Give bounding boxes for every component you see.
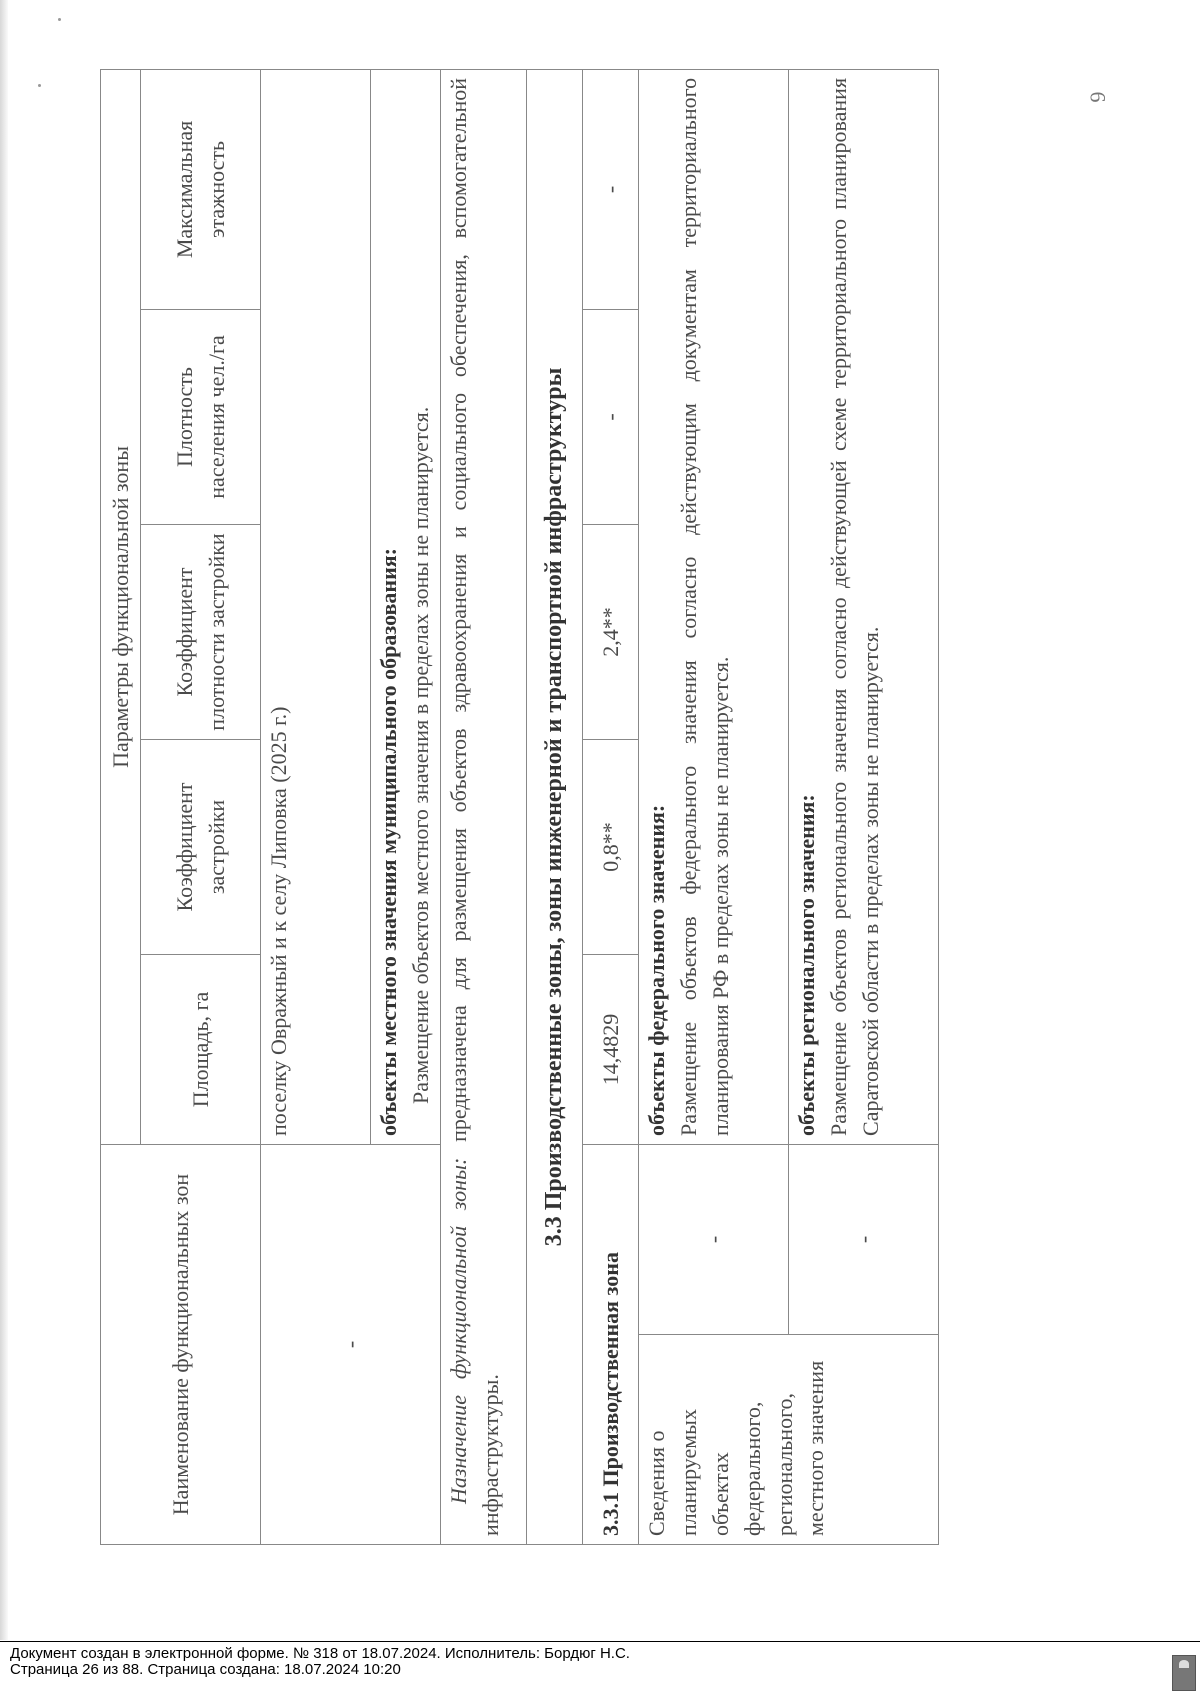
table-row-section xyxy=(527,69,583,1544)
header-density-coef: Коэффициент плотности застройки xyxy=(141,524,261,739)
zone-density-coef: 2,4** xyxy=(583,524,639,739)
federal-cell xyxy=(639,69,789,1144)
header-area: Площадь, га xyxy=(141,954,261,1144)
regional-dash: - xyxy=(789,1144,939,1334)
functional-zones-table xyxy=(100,69,939,1545)
rotated-table-container xyxy=(100,70,970,1545)
table-row-regional xyxy=(789,69,939,1544)
zone-max-floors: - xyxy=(583,69,639,309)
regional-text: Размещение объектов регионального значения согласно действующей схеме территориального планирования Саратовской области в пределах зоны не планируется. xyxy=(825,77,883,1136)
settlement-text: поселку Овражный и к селу Липовка (2025 г.) xyxy=(261,69,371,1144)
zone-build-coef: 0,8** xyxy=(583,739,639,954)
footer xyxy=(10,1646,1190,1678)
scan-speck xyxy=(58,18,61,21)
emblem-icon xyxy=(1172,1655,1196,1691)
header-population-density: Плотность населения чел./га xyxy=(141,309,261,524)
federal-text: Размещение объектов федерального значения согласно действующим документам территориального планирования РФ в пределах зоны не планируется. xyxy=(675,77,733,1136)
local-objects-cell xyxy=(371,69,441,1144)
purpose-cell xyxy=(441,69,527,1544)
table-row-zone xyxy=(583,69,639,1544)
scan-speck xyxy=(38,84,41,87)
local-objects-title: объекты местного значения муниципального образования: xyxy=(376,548,401,1136)
zone-name: 3.3.1 Производственная зона xyxy=(583,1144,639,1544)
zone-population-density: - xyxy=(583,309,639,524)
page-number: 6 xyxy=(1085,91,1111,103)
footer-line-2: Страница 26 из 88. Страница создана: 18.07.2024 10:20 xyxy=(10,1661,401,1678)
header-params-group: Параметры функциональной зоны xyxy=(101,69,141,1144)
footer-line-1: Документ создан в электронной форме. № 318 от 18.07.2024. Исполнитель: Бордюг Н.С. xyxy=(10,1645,630,1662)
table-header-row-1 xyxy=(101,69,141,1544)
dash-cell: - xyxy=(261,1144,441,1544)
section-title: 3.3 Производственные зоны, зоны инженерной и транспортной инфраструктуры xyxy=(527,69,583,1544)
federal-dash: - xyxy=(639,1144,789,1334)
table-row-federal xyxy=(639,69,789,1544)
header-zone-name: Наименование функциональных зон xyxy=(101,1144,261,1544)
federal-title: объекты федерального значения: xyxy=(644,804,669,1136)
footer-divider xyxy=(0,1641,1200,1642)
purpose-text: предназначена для размещения объектов здравоохранения и социального обеспечения, вспомогательной инфраструктуры. xyxy=(446,77,503,1536)
header-max-floors: Максимальная этажность xyxy=(141,69,261,309)
table-row-dash xyxy=(261,69,371,1544)
zone-area: 14,4829 xyxy=(583,954,639,1144)
table-row-purpose xyxy=(441,69,527,1544)
scan-edge xyxy=(0,0,8,1640)
regional-cell xyxy=(789,69,939,1144)
info-name-cell: Сведения о планируемых объектах федерального, регионального, местного значения xyxy=(639,1335,939,1545)
purpose-label: Назначение функциональной зоны: xyxy=(446,1157,471,1504)
local-objects-text: Размещение объектов местного значения в пределах зоны не планируется. xyxy=(407,406,433,1104)
regional-title: объекты регионального значения: xyxy=(794,794,819,1136)
header-build-coef: Коэффициент застройки xyxy=(141,739,261,954)
